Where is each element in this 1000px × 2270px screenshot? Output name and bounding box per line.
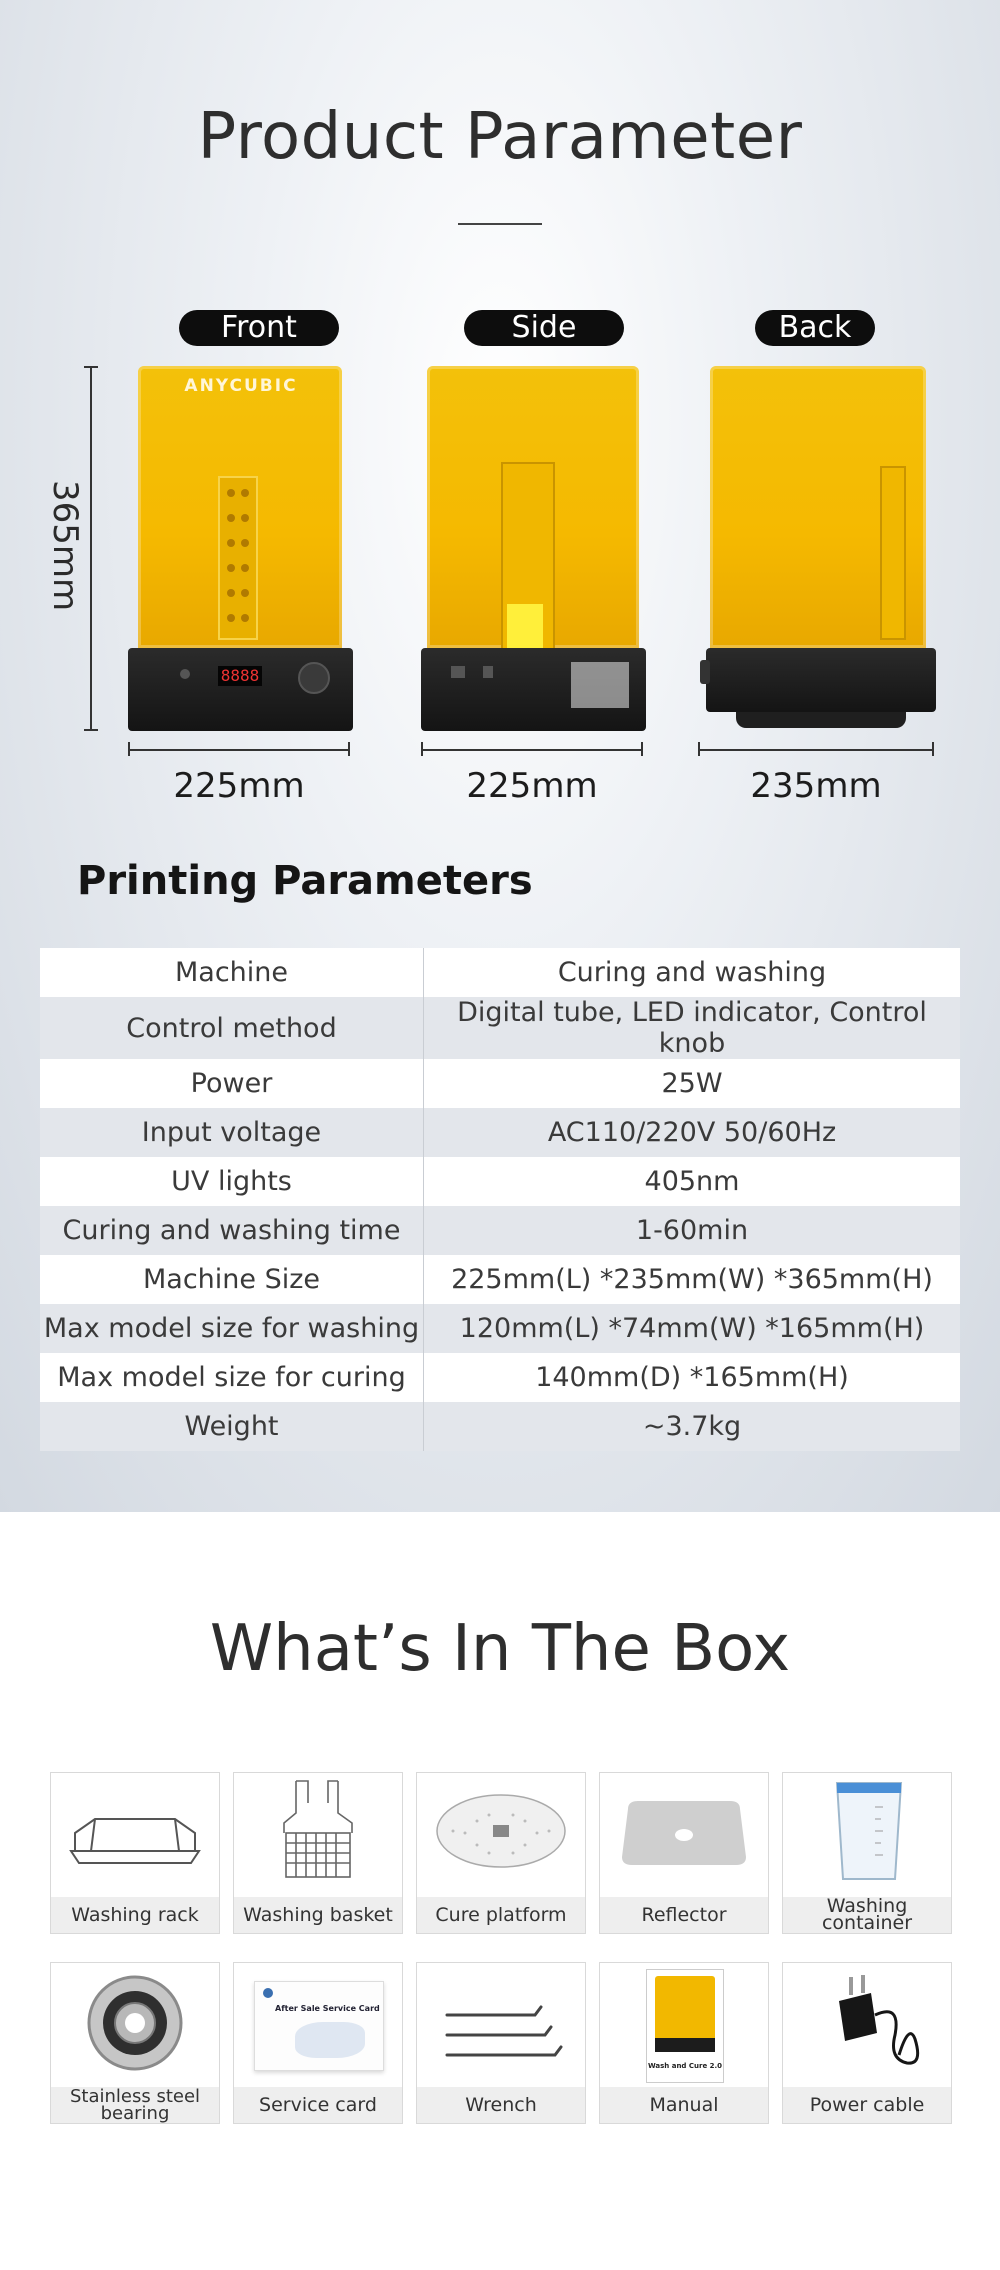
width-dimension-back: 235mm: [750, 766, 882, 806]
box-item-washing-rack: Washing rack: [50, 1772, 220, 1934]
machine-front-image: [128, 366, 353, 731]
box-item-power-cable: Power cable: [782, 1962, 952, 2124]
control-knob-icon: [298, 662, 330, 694]
view-label-side: Side: [464, 310, 624, 346]
wrench-icon: [417, 1963, 585, 2087]
table-row: Max model size for curing 140mm(D) *165mm(H): [40, 1353, 960, 1402]
box-item-reflector: Reflector: [599, 1772, 769, 1934]
digital-display: 8888: [218, 666, 262, 686]
table-row: Machine Curing and washing: [40, 948, 960, 997]
box-item-stainless-steel-bearing: Stainless steel bearing: [50, 1962, 220, 2124]
power-adapter-icon: [783, 1963, 951, 2087]
table-row: Max model size for washing 120mm(L) *74mm(W) *165mm(H): [40, 1304, 960, 1353]
width-dimension-side: 225mm: [466, 766, 598, 806]
reflector-icon: [600, 1773, 768, 1897]
brand-logo-icon: [263, 1988, 273, 1998]
box-item-manual: Wash and Cure 2.0 Manual: [599, 1962, 769, 2124]
box-item-washing-container: Washing container: [782, 1772, 952, 1934]
table-row: Curing and washing time 1-60min: [40, 1206, 960, 1255]
box-item-cure-platform: Cure platform: [416, 1772, 586, 1934]
brand-logo: ANYCUBIC: [184, 376, 298, 396]
width-dimension-front-line: [128, 749, 350, 751]
table-row: Machine Size 225mm(L) *235mm(W) *365mm(H): [40, 1255, 960, 1304]
washing-rack-icon: [51, 1773, 219, 1897]
box-item-service-card: After Sale Service Card Service card: [233, 1962, 403, 2124]
table-row: Power 25W: [40, 1059, 960, 1108]
width-dimension-back-line: [698, 749, 934, 751]
machine-side-image: [421, 366, 646, 731]
section-title: Product Parameter: [197, 100, 803, 174]
cure-platform-icon: [417, 1773, 585, 1897]
width-dimension-side-line: [421, 749, 643, 751]
box-section-title: What’s In The Box: [209, 1612, 791, 1686]
table-row: Input voltage AC110/220V 50/60Hz: [40, 1108, 960, 1157]
printing-parameters-table: [40, 948, 960, 1451]
machine-back-image: [706, 366, 936, 731]
uv-led-strip-icon: [220, 478, 256, 638]
view-label-front: Front: [179, 310, 339, 346]
height-dimension-label: 365mm: [45, 480, 85, 612]
box-item-washing-basket: Washing basket: [233, 1772, 403, 1934]
width-dimension-front: 225mm: [173, 766, 305, 806]
view-label-back: Back: [755, 310, 875, 346]
table-row: Weight ~3.7kg: [40, 1402, 960, 1451]
washing-container-icon: [783, 1773, 951, 1897]
power-button-icon: [180, 669, 190, 679]
table-row: Control method Digital tube, LED indicator, Control knob: [40, 997, 960, 1059]
box-item-wrench: Wrench: [416, 1962, 586, 2124]
washing-basket-icon: [234, 1773, 402, 1897]
bearing-icon: [51, 1963, 219, 2087]
table-row: UV lights 405nm: [40, 1157, 960, 1206]
title-divider: [458, 223, 542, 225]
printing-parameters-title: Printing Parameters: [77, 858, 533, 904]
